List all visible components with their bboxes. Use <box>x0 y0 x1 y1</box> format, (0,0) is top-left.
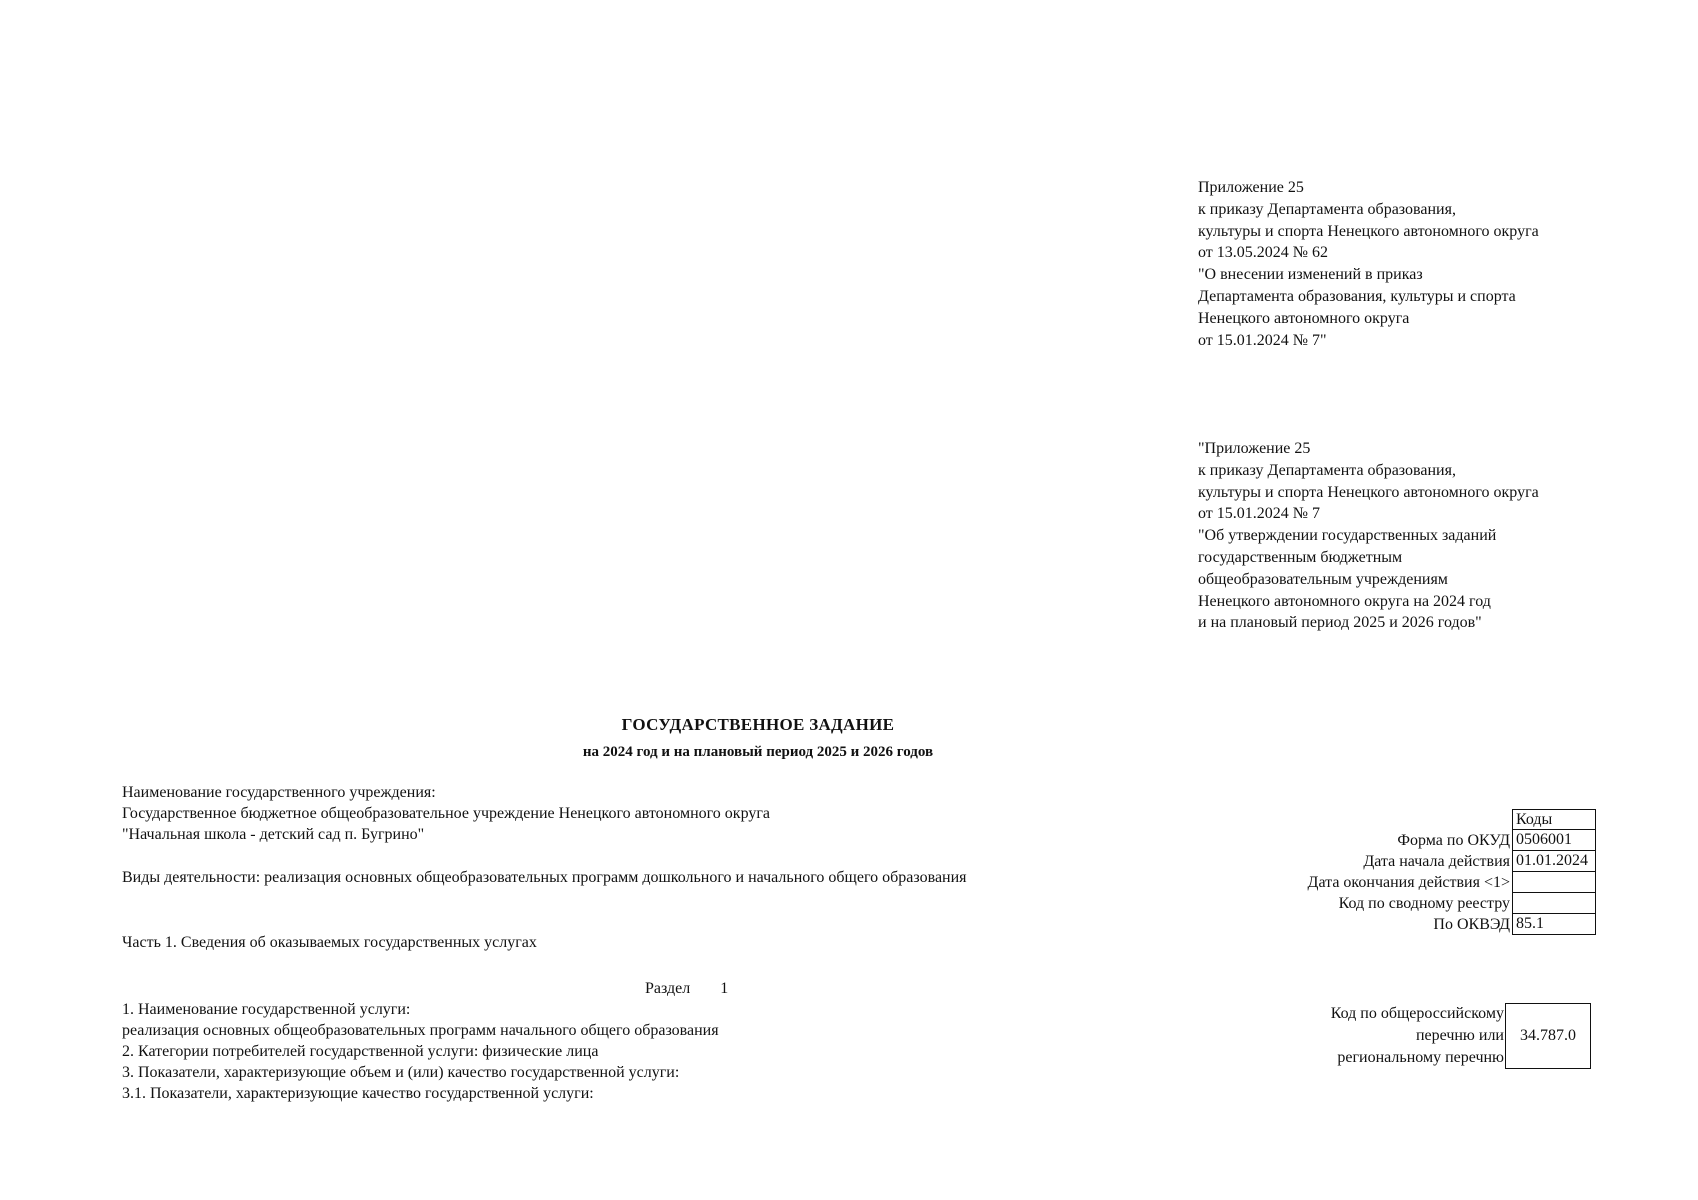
indicators-heading: 3. Показатели, характеризующие объем и (или) качество государственной услуги: <box>122 1064 680 1081</box>
activities-text: Виды деятельности: реализация основных общеобразовательных программ дошкольного и начального общего образования <box>122 869 967 886</box>
annex-original-line: культуры и спорта Ненецкого автономного округа <box>1198 483 1539 501</box>
codes-row-start-date <box>1308 851 1596 872</box>
annex-original-line: к приказу Департамента образования, <box>1198 461 1456 479</box>
document-subtitle: на 2024 год и на плановый период 2025 и 2026 годов <box>582 744 934 760</box>
annex-original-line: и на плановый период 2025 и 2026 годов" <box>1198 614 1482 632</box>
codes-row-registry <box>1308 893 1596 914</box>
codes-label-okved: По ОКВЭД <box>1433 916 1510 933</box>
codes-table <box>1308 809 1596 935</box>
codes-value-okved: 85.1 <box>1512 914 1596 935</box>
institution-name-line2: "Начальная школа - детский сад п. Бугрино" <box>122 826 425 843</box>
registry-label-line: региональному перечню <box>1337 1049 1504 1066</box>
section-label <box>645 980 728 998</box>
institution-label: Наименование государственного учреждения: <box>122 784 436 801</box>
annex-current-line: Приложение 25 <box>1198 179 1304 196</box>
codes-label-start-date: Дата начала действия <box>1363 853 1510 870</box>
annex-original-block <box>1198 438 1539 634</box>
service-name-value: реализация основных общеобразовательных программ начального общего образования <box>122 1022 719 1039</box>
annex-current-line: культуры и спорта Ненецкого автономного округа <box>1198 222 1539 240</box>
codes-label-okud: Форма по ОКУД <box>1397 832 1510 849</box>
document-title: ГОСУДАРСТВЕННОЕ ЗАДАНИЕ <box>621 715 895 734</box>
annex-original-line: от 15.01.2024 № 7 <box>1198 505 1321 523</box>
institution-name-line1: Государственное бюджетное общеобразовательное учреждение Ненецкого автономного округа <box>122 805 771 822</box>
registry-label <box>1331 1003 1504 1069</box>
codes-row-okud <box>1308 830 1596 851</box>
registry-code-box <box>1505 1003 1591 1069</box>
section-number: 1 <box>720 980 729 997</box>
annex-current-line: к приказу Департамента образования, <box>1198 200 1456 218</box>
codes-value-okud: 0506001 <box>1512 830 1596 851</box>
service-name-label: 1. Наименование государственной услуги: <box>122 1001 411 1018</box>
codes-value-end-date <box>1512 872 1596 893</box>
codes-header-row <box>1308 809 1596 830</box>
annex-current-line: от 15.01.2024 № 7" <box>1198 331 1327 349</box>
section-label-text: Раздел <box>645 980 691 997</box>
annex-original-line: "Об утверждении государственных заданий <box>1198 527 1497 545</box>
registry-label-line: Код по общероссийскому <box>1330 1005 1504 1022</box>
codes-header: Коды <box>1512 809 1596 830</box>
annex-current-line: "О внесении изменений в приказ <box>1198 266 1423 284</box>
annex-current-line: Ненецкого автономного округа <box>1198 309 1410 327</box>
annex-original-line: "Приложение 25 <box>1198 440 1311 457</box>
part1-heading: Часть 1. Сведения об оказываемых государственных услугах <box>122 934 537 951</box>
consumer-categories: 2. Категории потребителей государственной услуги: физические лица <box>122 1043 599 1060</box>
annex-current-line: Департамента образования, культуры и спорта <box>1198 287 1516 305</box>
codes-label-end-date: Дата окончания действия <1> <box>1307 874 1510 891</box>
quality-indicators-heading: 3.1. Показатели, характеризующие качество государственной услуги: <box>122 1085 594 1102</box>
annex-current-line: от 13.05.2024 № 62 <box>1198 244 1329 262</box>
annex-current-block <box>1198 177 1539 351</box>
codes-row-end-date <box>1308 872 1596 893</box>
annex-original-line: общеобразовательным учреждениям <box>1198 570 1448 588</box>
annex-original-line: государственным бюджетным <box>1198 548 1403 566</box>
registry-label-line: перечню или <box>1415 1027 1504 1044</box>
codes-label-registry: Код по сводному реестру <box>1338 895 1510 912</box>
registry-code-value: 34.787.0 <box>1520 1027 1576 1044</box>
codes-value-registry <box>1512 893 1596 914</box>
codes-value-start-date: 01.01.2024 <box>1512 851 1596 872</box>
codes-row-okved <box>1308 914 1596 935</box>
annex-original-line: Ненецкого автономного округа на 2024 год <box>1198 592 1491 610</box>
